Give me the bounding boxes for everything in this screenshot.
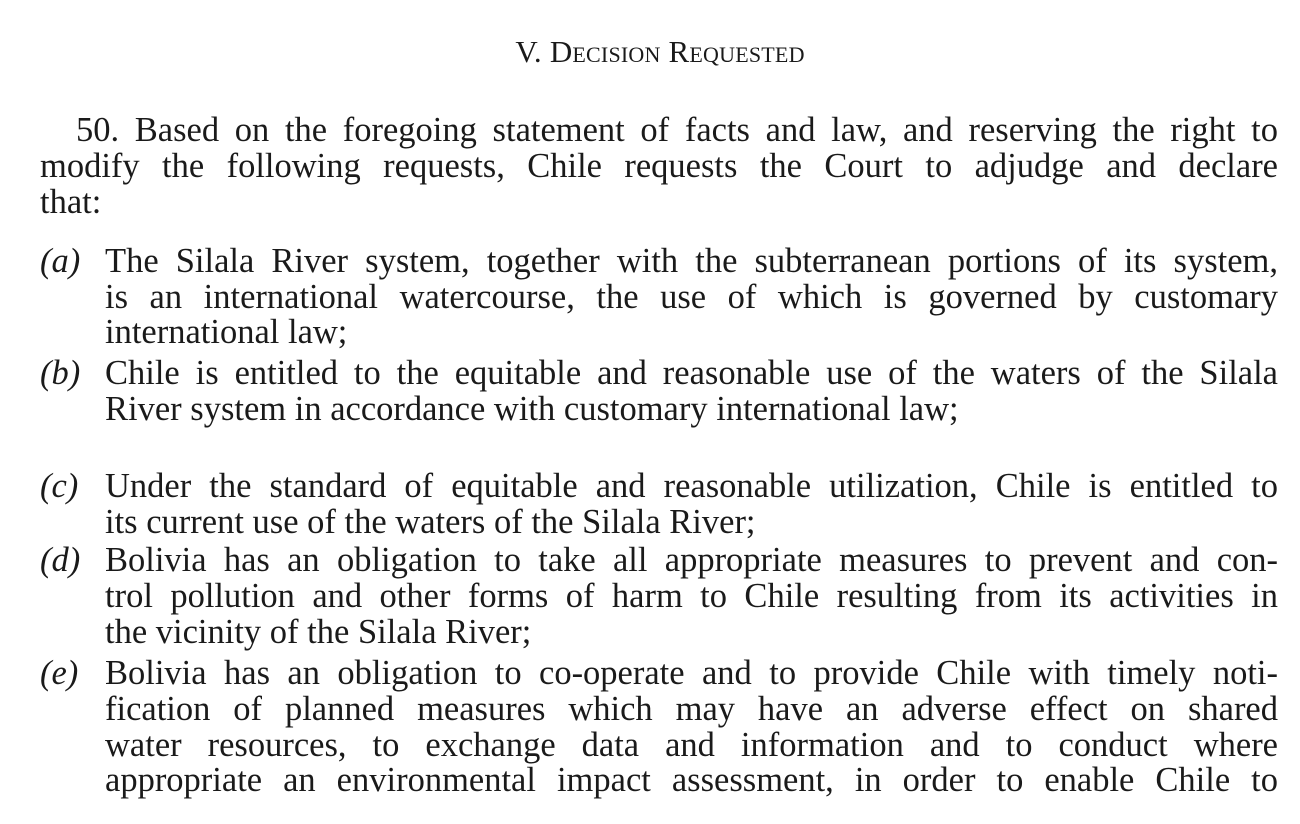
- text-line: appropriate an environmental impact assessment, in order to enable Chile to: [105, 761, 1278, 799]
- section-heading: V. Decision Requested: [515, 34, 805, 69]
- text-line: its current use of the waters of the Silala River;: [105, 503, 756, 541]
- text-line: international law;: [105, 313, 348, 351]
- text-line: River system in accordance with customary international law;: [105, 390, 959, 428]
- item-label: (c): [40, 467, 79, 505]
- text-line: is an international watercourse, the use of which is governed by customary: [105, 278, 1278, 316]
- text-line: trol pollution and other forms of harm to Chile resulting from its activities in: [105, 577, 1278, 615]
- text-line: fication of planned measures which may have an adverse effect on shared: [105, 690, 1278, 728]
- item-label: (b): [40, 354, 81, 392]
- text-line: Under the standard of equitable and reasonable utilization, Chile is entitled to: [105, 467, 1278, 505]
- text-line: Bolivia has an obligation to take all appropriate measures to prevent and con-: [105, 541, 1278, 579]
- text-line: Bolivia has an obligation to co-operate and to provide Chile with timely noti-: [105, 654, 1278, 692]
- text-line: Chile is entitled to the equitable and reasonable use of the waters of the Silala: [105, 354, 1278, 392]
- item-label: (a): [40, 242, 81, 280]
- text-line: that:: [40, 183, 102, 221]
- text-line: The Silala River system, together with the subterranean portions of its system,: [105, 242, 1278, 280]
- item-label: (d): [40, 541, 81, 579]
- text-line: 50. Based on the foregoing statement of facts and law, and reserving the right to: [76, 111, 1278, 149]
- text-line: the vicinity of the Silala River;: [105, 613, 532, 651]
- item-label: (e): [40, 654, 79, 692]
- text-line: modify the following requests, Chile requests the Court to adjudge and declare: [40, 147, 1278, 185]
- text-line: water resources, to exchange data and information and to conduct where: [105, 726, 1278, 764]
